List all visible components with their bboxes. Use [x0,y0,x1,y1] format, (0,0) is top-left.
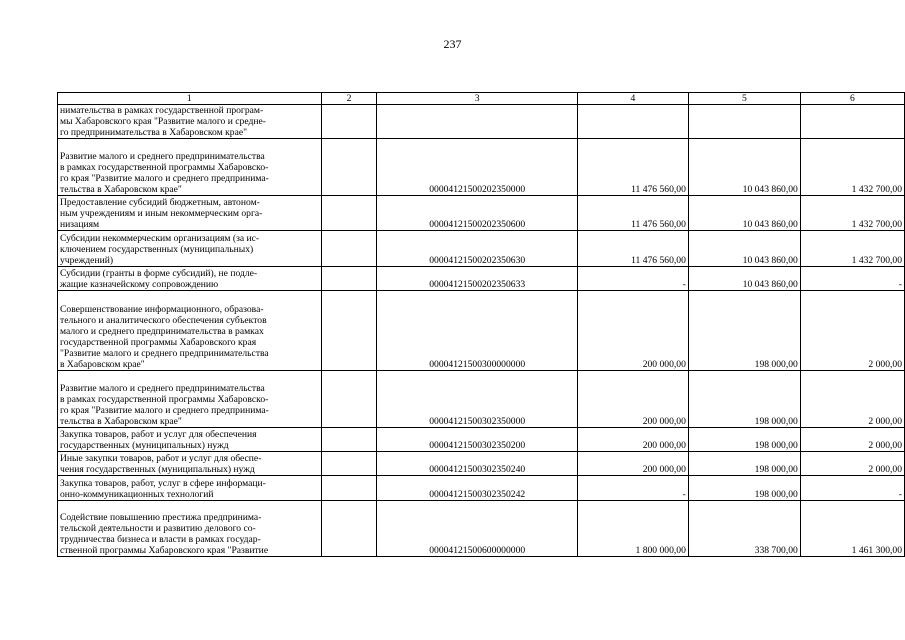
column-header-4: 4 [577,93,688,105]
table-row [58,428,905,452]
row-name-line: го предпринимательства в Хабаровском крае" [60,127,248,138]
budget-code-cell [377,105,577,139]
row-name-line: государственных (муниципальных) нужд [60,440,229,451]
row-name-line: ственной программы Хабаровского края "Развитие [60,545,269,556]
value-column-4-cell [577,105,688,139]
row-name-line: Развитие малого и среднего предпринимательства [60,151,265,162]
page-number: 237 [443,37,462,51]
value-column-4-cell: 1 800 000,00 [577,501,688,557]
column-2-cell [321,267,377,291]
table-row [58,139,905,196]
row-name-line: Содействие повышению престижа предпринима- [60,512,262,523]
row-name-line: мы Хабаровского края "Развитие малого и средне- [60,116,266,127]
row-name-line: чения государственных (муниципальных) нужд [60,464,255,475]
row-name-line: тельства в Хабаровском крае" [60,416,182,427]
column-header-5: 5 [688,93,800,105]
row-name-line: тельской деятельности и развитию делового со- [60,523,256,534]
table-row [58,452,905,476]
column-2-cell [321,231,377,267]
column-2-cell [321,139,377,196]
table-row [58,196,905,231]
row-name-line: ключением государственных (муниципальных) [60,244,254,255]
table-row [58,501,905,557]
value-column-6-cell: - [800,267,904,291]
budget-code-cell: 00004121500202350600 [377,196,577,231]
row-name-line: ным учреждениям и иным некоммерческим орга- [60,208,263,219]
budget-code-cell: 00004121500600000000 [377,501,577,557]
budget-code-cell: 00004121500202350630 [377,231,577,267]
value-column-5-cell: 10 043 860,00 [688,231,800,267]
row-name-line: Закупка товаров, работ, услуг в сфере информаци- [60,478,266,489]
value-column-5-cell: 198 000,00 [688,291,800,371]
row-name-line: трудничества бизнеса и власти в рамках государ- [60,534,261,545]
row-name [58,452,322,476]
value-column-6-cell: 1 432 700,00 [800,139,904,196]
row-name [58,267,322,291]
value-column-5-cell: 10 043 860,00 [688,267,800,291]
column-header-3: 3 [377,93,577,105]
value-column-5-cell: 10 043 860,00 [688,139,800,196]
row-name-line: нимательства в рамках государственной програм- [60,105,264,116]
row-name-line: онно-коммуникационных технологий [60,489,214,500]
row-name-line: го края "Развитие малого и среднего предпринима- [60,405,269,416]
row-name-line: в рамках государственной программы Хабаровско- [60,162,269,173]
value-column-4-cell: 200 000,00 [577,291,688,371]
row-name [58,231,322,267]
value-column-4-cell: 200 000,00 [577,452,688,476]
column-2-cell [321,105,377,139]
value-column-4-cell: 11 476 560,00 [577,196,688,231]
table-row [58,231,905,267]
row-name-line: тельного и аналитического обеспечения субъектов [60,315,267,326]
row-name [58,371,322,428]
row-name-line: низациям [60,219,100,230]
budget-table [57,92,905,557]
row-name-line: го края "Развитие малого и среднего предпринима- [60,173,269,184]
row-name [58,476,322,501]
column-2-cell [321,476,377,501]
value-column-4-cell: - [577,476,688,501]
row-name-line: в Хабаровском крае" [60,359,145,370]
value-column-4-cell: 11 476 560,00 [577,139,688,196]
row-name-line: Развитие малого и среднего предпринимательства [60,383,265,394]
budget-code-cell: 00004121500302350240 [377,452,577,476]
value-column-5-cell: 338 700,00 [688,501,800,557]
column-2-cell [321,371,377,428]
row-name-line: тельства в Хабаровском крае" [60,184,182,195]
row-name [58,291,322,371]
value-column-5-cell: 198 000,00 [688,452,800,476]
column-2-cell [321,428,377,452]
row-name-line: Субсидии некоммерческим организациям (за ис- [60,233,260,244]
budget-code-cell: 00004121500302350242 [377,476,577,501]
column-header-1: 1 [58,93,322,105]
value-column-4-cell: 200 000,00 [577,371,688,428]
row-name-line: Закупка товаров, работ и услуг для обеспечения [60,429,257,440]
budget-code-cell: 00004121500302350200 [377,428,577,452]
column-2-cell [321,196,377,231]
row-name-line: "Развитие малого и среднего предпринимательства [60,348,269,359]
value-column-6-cell: 1 461 300,00 [800,501,904,557]
row-name [58,428,322,452]
table-row [58,291,905,371]
row-name-line: жащие казначейскому сопровождению [60,279,219,290]
column-2-cell [321,501,377,557]
row-name-line: в рамках государственной программы Хабаровско- [60,394,269,405]
budget-code-cell: 00004121500300000000 [377,291,577,371]
row-name-line: учреждений) [60,255,114,266]
value-column-6-cell: - [800,476,904,501]
row-name [58,501,322,557]
row-name-line: малого и среднего предпринимательства в рамках [60,326,264,337]
column-number-row [58,93,905,105]
row-name-line: государственной программы Хабаровского края [60,337,257,348]
row-name-line: Совершенствование информационного, образова- [60,304,264,315]
budget-code-cell: 00004121500302350000 [377,371,577,428]
row-name-line: Иные закупки товаров, работ и услуг для обеспе- [60,453,262,464]
value-column-5-cell: 198 000,00 [688,428,800,452]
value-column-4-cell: 11 476 560,00 [577,231,688,267]
column-header-6: 6 [800,93,904,105]
value-column-4-cell: 200 000,00 [577,428,688,452]
value-column-5-cell [688,105,800,139]
row-name-line: Субсидии (гранты в форме субсидий), не подле- [60,268,258,279]
value-column-6-cell: 2 000,00 [800,452,904,476]
row-name [58,196,322,231]
row-name [58,105,322,139]
value-column-6-cell: 2 000,00 [800,428,904,452]
value-column-4-cell: - [577,267,688,291]
value-column-6-cell: 2 000,00 [800,291,904,371]
value-column-6-cell: 1 432 700,00 [800,231,904,267]
budget-code-cell: 00004121500202350000 [377,139,577,196]
column-header-2: 2 [321,93,377,105]
row-name [58,139,322,196]
table-row [58,476,905,501]
table-row [58,105,905,139]
value-column-6-cell [800,105,904,139]
value-column-6-cell: 2 000,00 [800,371,904,428]
column-2-cell [321,452,377,476]
budget-code-cell: 00004121500202350633 [377,267,577,291]
value-column-6-cell: 1 432 700,00 [800,196,904,231]
table-row [58,267,905,291]
value-column-5-cell: 198 000,00 [688,476,800,501]
value-column-5-cell: 198 000,00 [688,371,800,428]
row-name-line: Предоставление субсидий бюджетным, автоном- [60,197,260,208]
column-2-cell [321,291,377,371]
table-row [58,371,905,428]
value-column-5-cell: 10 043 860,00 [688,196,800,231]
